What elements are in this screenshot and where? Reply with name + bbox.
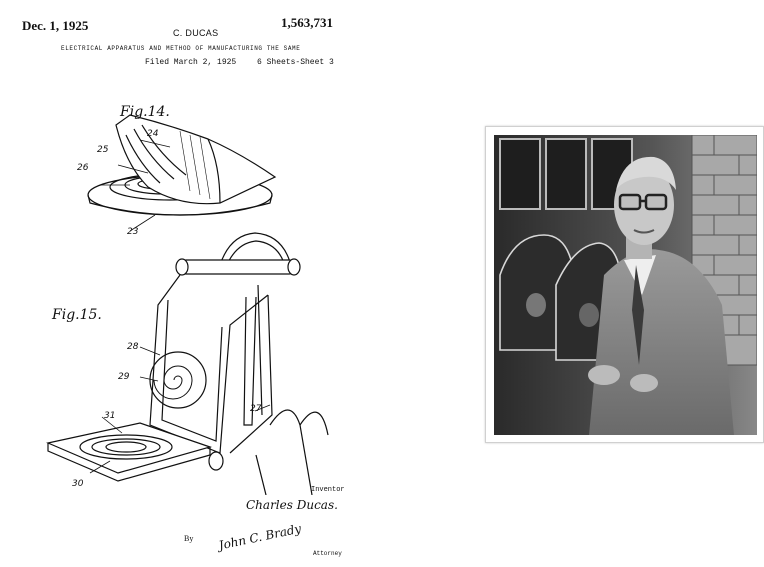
patent-number: 1,563,731 — [281, 15, 333, 30]
ref-numeral: 29 — [118, 372, 130, 382]
fig14-label: Fig.14. — [120, 104, 170, 120]
inventor-header: C. DUCAS — [173, 28, 219, 38]
ref-numeral: 27 — [250, 404, 262, 414]
ref-numeral: 31 — [104, 411, 116, 421]
filed-date: Filed March 2, 1925 — [145, 58, 237, 67]
by-label: By — [184, 534, 194, 543]
patent-drawing — [30, 95, 350, 495]
ref-numeral: 25 — [97, 145, 109, 155]
patent-title: ELECTRICAL APPARATUS AND METHOD OF MANUFACTURING THE SAME — [61, 45, 301, 52]
ref-numeral: 26 — [77, 163, 89, 173]
ref-numeral: 28 — [127, 342, 139, 352]
inventor-photo — [494, 135, 757, 435]
attorney-label: Attorney — [313, 550, 342, 557]
fig15-illustration — [48, 233, 328, 495]
patent-date: Dec. 1, 1925 — [22, 18, 89, 33]
fig14-illustration — [88, 115, 275, 231]
sheet-count: 6 Sheets-Sheet 3 — [257, 58, 334, 67]
ref-numeral: 24 — [147, 129, 159, 139]
photo-frame — [485, 126, 764, 443]
fig15-label: Fig.15. — [52, 307, 102, 323]
ref-numeral: 23 — [127, 227, 139, 237]
inventor-label: Inventor — [311, 486, 345, 494]
ref-numeral: 30 — [72, 479, 84, 489]
attorney-signature: John C. Brady — [217, 521, 303, 553]
inventor-signature: Charles Ducas. — [246, 498, 338, 512]
